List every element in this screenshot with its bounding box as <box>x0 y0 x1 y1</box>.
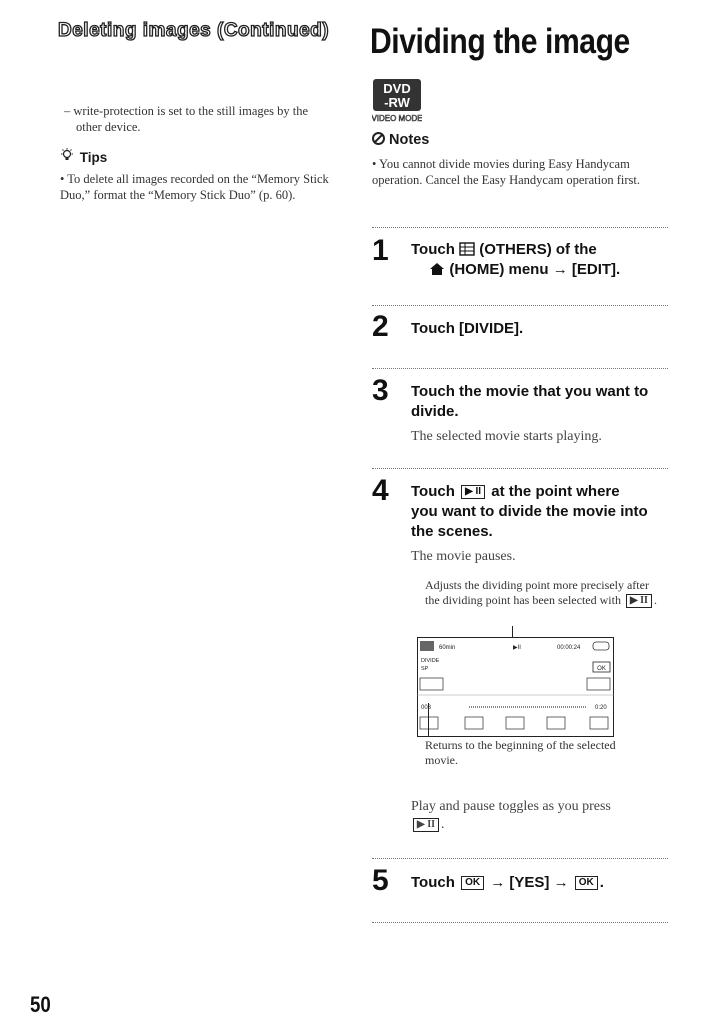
pointer-line <box>428 703 429 736</box>
play-pause-key: ▶ II <box>413 818 439 832</box>
step-3-text: Touch the movie that you want to divide. <box>411 383 649 420</box>
mode-icon <box>420 641 434 651</box>
step-4-number: 4 <box>372 474 389 507</box>
notes-title <box>372 132 429 148</box>
notes-icon <box>372 132 389 148</box>
dash-item <box>64 103 334 135</box>
divider <box>372 468 668 469</box>
step-4-point: at the point where <box>491 483 620 500</box>
play-pause-key: ▶ II <box>461 485 485 499</box>
home-icon <box>429 261 445 278</box>
adjust-note-text: Adjusts the dividing point more precisely after the dividing point has been selected with <box>425 578 649 607</box>
page-number: 50 <box>30 992 51 1017</box>
notes-item: • You cannot divide movies during Easy Handycam operation. Cancel the Easy Handycam operation first. <box>372 157 640 187</box>
step-5-number: 5 <box>372 864 389 897</box>
divider <box>372 305 668 306</box>
divider <box>372 922 668 923</box>
section-heading: Deleting images (Continued) <box>58 20 330 41</box>
lcd-screen <box>417 637 614 737</box>
step-2-text: Touch [DIVIDE]. <box>411 320 524 337</box>
divider <box>372 227 668 228</box>
ok-key: OK <box>575 876 598 890</box>
badge-bottom-text: -RW <box>384 95 410 110</box>
adjust-note: Adjusts the dividing point more precisely after the dividing point has been selected with ▶ II . <box>425 578 657 607</box>
arrow-icon: → <box>490 874 506 891</box>
play-pause-key: ▶ II <box>626 594 652 608</box>
returns-note: Returns to the beginning of the selected movie. <box>425 738 616 767</box>
notes-title-text: Notes <box>389 132 430 148</box>
others-icon <box>459 241 475 258</box>
screen-state: ▶II <box>513 645 521 651</box>
page-title: Dividing the image <box>370 22 630 61</box>
lightbulb-icon <box>60 148 76 165</box>
toggle-note-text: Play and pause toggles as you press <box>411 799 611 814</box>
step-1-edit: [EDIT]. <box>571 261 621 278</box>
tips-title <box>60 148 107 165</box>
step-4-text <box>411 482 673 542</box>
step-3-number: 3 <box>372 374 389 407</box>
step-1-text <box>411 240 673 280</box>
step-5-yes: [YES] <box>509 874 550 891</box>
tips-item: • To delete all images recorded on the “Memory Stick Duo,” format the “Memory Stick Duo” (p. 60). <box>60 172 329 202</box>
step-1-others: (OTHERS) of the <box>479 241 597 258</box>
step-5-text: Touch OK → [YES] → OK . <box>411 874 604 891</box>
screen-timecode: 00:00:24 <box>557 645 581 651</box>
screen-battery: 60min <box>439 645 456 651</box>
step-3-desc: The selected movie starts playing. <box>411 429 602 444</box>
screen-sub-label: SP <box>421 666 429 672</box>
step-2-number: 2 <box>372 310 389 343</box>
step-1-home: (HOME) menu <box>449 261 549 278</box>
tips-title-text: Tips <box>79 150 108 165</box>
divider <box>372 858 668 859</box>
badge-top-text: DVD <box>383 81 411 96</box>
screen-counter: 003 <box>421 705 432 711</box>
screen-mode-label: DIVIDE <box>421 658 440 664</box>
divider <box>372 368 668 369</box>
step-5-touch: Touch <box>411 874 455 891</box>
screen-ok-label: OK <box>597 666 606 672</box>
step-4-desc: The movie pauses. <box>411 549 516 564</box>
toggle-note: Play and pause toggles as you press ▶ II . <box>411 799 611 832</box>
step-1-touch: Touch <box>411 241 455 258</box>
badge-caption-text: VIDEO MODE <box>372 114 422 123</box>
step-1-number: 1 <box>372 234 389 267</box>
ok-key: OK <box>461 876 484 890</box>
step-4-rest: you want to divide the movie into the scenes. <box>411 503 648 540</box>
dvd-rw-badge <box>372 78 422 124</box>
dash-item-text: – write-protection is set to the still images by the other device. <box>64 104 309 134</box>
arrow-icon: → <box>553 874 569 891</box>
step-4-touch: Touch <box>411 483 455 500</box>
screen-time-end: 0:20 <box>595 705 607 711</box>
arrow-icon: → <box>552 261 568 278</box>
